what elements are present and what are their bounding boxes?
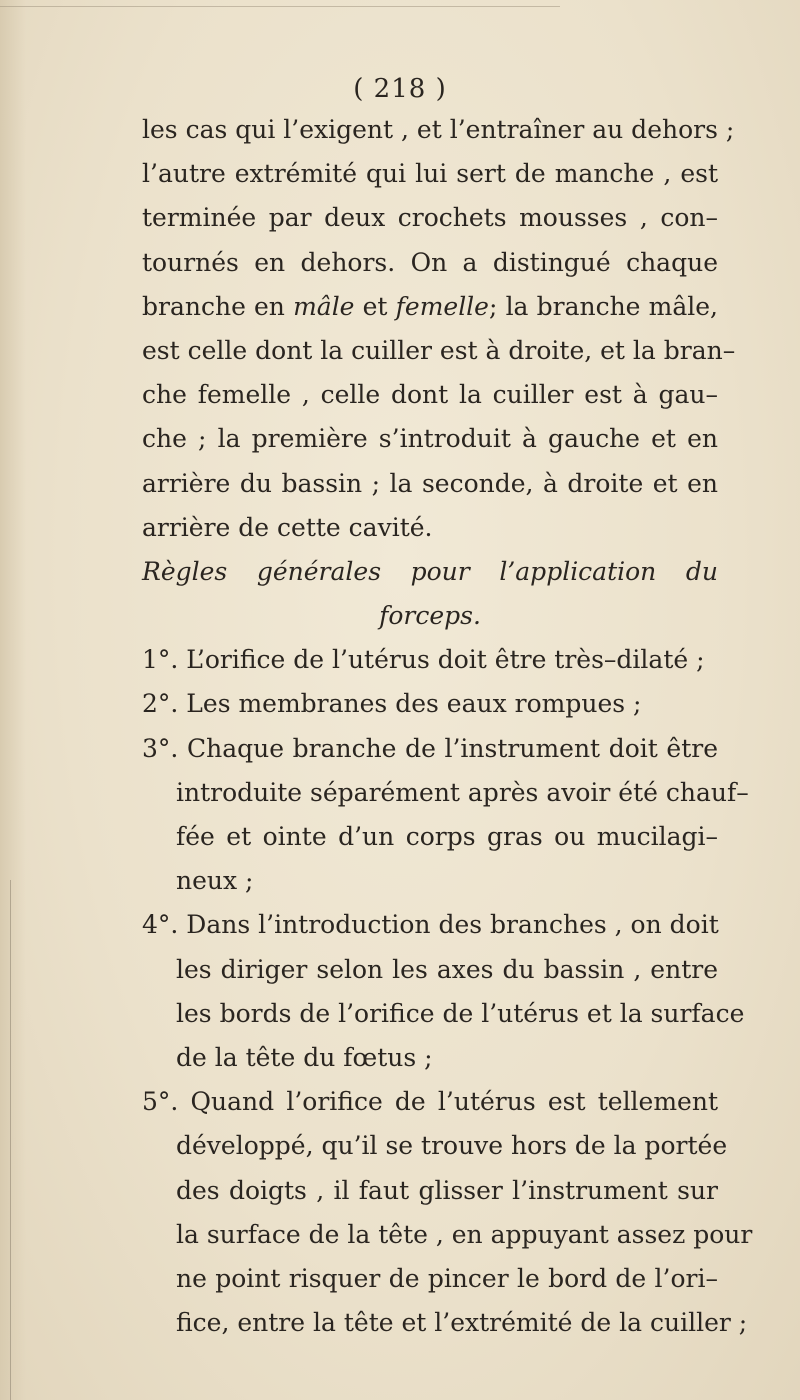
text-line: che ; la première s’introduit à gauche et en: [142, 424, 718, 454]
top-edge-line: [0, 6, 560, 7]
rules-list: [142, 638, 753, 1345]
rule-line: la surface de la tête , en appuyant assez pour: [176, 1219, 753, 1249]
rule-item-3: [142, 727, 749, 904]
text-line: terminée par deux crochets mousses , con–: [142, 203, 718, 233]
text-line: che femelle , celle dont la cuiller est à gau–: [142, 380, 718, 410]
rule-line: introduite séparément après avoir été chauf–: [176, 777, 749, 807]
rule-line: 4°. Dans l’introduction des branches , on doit: [142, 910, 719, 940]
text-segment: branche en: [142, 291, 294, 321]
section-heading: [142, 550, 718, 638]
rule-line: les diriger selon les axes du bassin , entre: [176, 954, 718, 984]
rule-line: fée et ointe d’un corps gras ou mucilagi–: [176, 822, 718, 851]
text-line-with-italics: [142, 285, 718, 329]
rule-item-1: [142, 638, 718, 682]
intro-paragraph: [142, 108, 736, 550]
heading-line: forceps.: [379, 601, 481, 631]
rule-line: 3°. Chaque branche de l’instrument doit être: [142, 733, 718, 763]
rule-line: de la tête du fœtus ;: [176, 1042, 433, 1072]
page-number: ( 218 ): [353, 74, 447, 104]
rule-line: 2°. Les membranes des eaux rompues ;: [142, 689, 642, 719]
text-line: est celle dont la cuiller est à droite, et la bran–: [142, 335, 736, 365]
text-line: l’autre extrémité qui lui sert de manche , est: [142, 159, 718, 189]
rule-item-2: [142, 682, 718, 726]
page-fold-line: [10, 880, 11, 1400]
text-segment: et: [354, 291, 396, 321]
rule-line: ne point risquer de pincer le bord de l’ori–: [176, 1263, 718, 1293]
rule-line: des doigts , il faut glisser l’instrument sur: [176, 1175, 718, 1205]
heading-line: Règles générales pour l’application du: [142, 556, 718, 586]
rule-line: fice, entre la tête et l’extrémité de la cuiller ;: [176, 1308, 748, 1338]
rule-item-4: [142, 903, 745, 1080]
rule-item-5: [142, 1080, 753, 1345]
text-segment: ; la branche mâle,: [488, 291, 718, 321]
page-edge-shadow: [0, 0, 26, 1400]
text-line: tournés en dehors. On a distingué chaque: [142, 247, 718, 277]
rule-line: développé, qu’il se trouve hors de la portée: [176, 1131, 728, 1161]
rule-line: les bords de l’orifice de l’utérus et la surface: [176, 998, 745, 1028]
text-line: arrière de cette cavité.: [142, 512, 433, 542]
italic-term-femelle: femelle: [395, 291, 489, 321]
text-line: arrière du bassin ; la seconde, à droite et en: [142, 468, 718, 498]
rule-line: neux ;: [176, 866, 254, 896]
text-line: les cas qui l’exigent , et l’entraîner au dehors ;: [142, 115, 735, 144]
rule-line: 5°. Quand l’orifice de l’utérus est tellement: [142, 1087, 718, 1117]
text-block: [142, 108, 753, 1345]
rule-line: 1°. L’orifice de l’utérus doit être très–dilaté ;: [142, 645, 705, 675]
italic-term-male: mâle: [293, 291, 355, 321]
